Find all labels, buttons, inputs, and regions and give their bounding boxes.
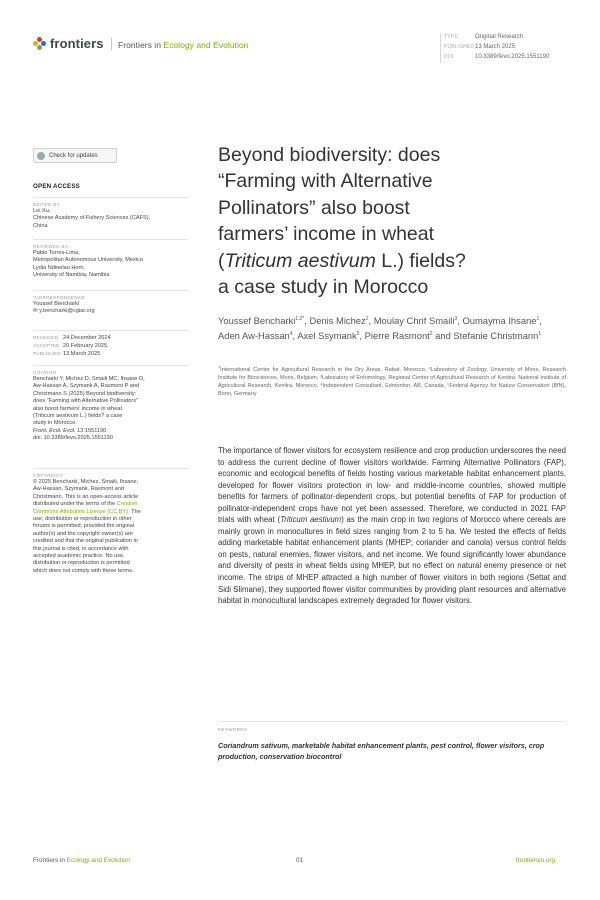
header-divider [111, 38, 112, 50]
brand-name: frontiers [50, 36, 104, 51]
author[interactable]: Axel Ssymank$^5$ [297, 330, 360, 342]
footer-journal[interactable]: Frontiers in Ecology and Evolution [33, 857, 130, 864]
edited-by-block: EDITED BY Lei Xu, Chinese Academy of Fishery Sciences (CAFS), China [33, 197, 193, 230]
author[interactable]: Oumayma Ihsane$^1$ [462, 315, 540, 326]
footer-site-link[interactable]: frontiersin.org [516, 857, 556, 864]
frontiers-logo[interactable] [33, 36, 104, 51]
citation-block: CITATION Bencharki Y, Michez D, Smaili MC, Ihsane O, Aw-Hassan A, Szymank A, Rasmont P and Christmann S (2025) Beyond biodiversity: does "Farming with Alternative Pollinators" also boost farmers' income in wheat (Triticum aestivum L.) fields? a case study in Morocco. Front. Ecol. Evol. 13:1551190. doi: 10.3389/fevo.2025.1551190 [33, 365, 193, 443]
page-number: 01 [296, 857, 304, 864]
correspondence-block: *CORRESPONDENCE Youssef Bencharki ✉ y.bencharki@cgiar.org [33, 290, 193, 316]
abstract: The importance of flower visitors for ecosystem resilience and crop production underscores the need to address the current decline of flower visitors worldwide. Farming Alternative Pollinators (FAP), economic and ecological benefits of fields hosting various marketable habitat enhancement plants, developed for flower visitors protection in low- and middle-income countries, showed multiple benefits for farmers of pollinator-dependent crops, but potential benefits of FAP for production of pollinator-independent crops have not yet been assessed. Therefore, we conducted in 2021 FAP trials with wheat (Triticum aestivum) as the main crop in two regions of Morocco where cereals are mainly grown in monocultures in field sizes ranging from 2 to 5 ha. We tested the effects of fields adding marketable habitat enhancement plants (MHEP; coriander and canola) versus control fields on pests, natural enemies, flower visitors, and net income. We found significantly lower abundance and diversity of pests in wheat fields using MHEP, but no effect on natural enemy presence or net income. The strips of MHEP attracted a high number of flower visitors in both regions (Settat and Sidi Slimane), they supported flower visitor communities by providing plant resources and alternative habitat in monocultural landscapes extremely degraded for flower visitors. [218, 446, 567, 606]
meta-type: TYPE Original Research [444, 34, 524, 40]
citation-doi[interactable]: doi: 10.3389/fevo.2025.1551190 [33, 435, 113, 442]
author[interactable]: Stefanie Christmann$^1$ [453, 330, 542, 342]
open-access-label: OPEN ACCESS [33, 183, 81, 190]
correspondence-email[interactable]: ✉ y.bencharki@cgiar.org [33, 308, 95, 315]
license-link[interactable]: Creative [116, 501, 138, 508]
frontiers-logo-icon [33, 37, 46, 50]
dates-block: RECEIVED 24 December 2024 ACCEPTED 20 February 2025 PUBLISHED 13 March 2025 [33, 330, 193, 358]
check-for-updates-button[interactable]: Check for updates [33, 148, 117, 163]
article-meta [444, 32, 549, 62]
meta-doi[interactable]: DOI 10.3389/fevo.2025.1551190 [444, 54, 550, 60]
author[interactable]: Moulay Chrif Smaili$^3$ [373, 315, 458, 326]
article-title: Beyond biodiversity: does “Farming with Alternative Pollinators” also boost farmers’ income in wheat (Triticum aestivum L.) fields? a case study in Morocco [218, 144, 466, 299]
journal-name[interactable]: Frontiers in Ecology and Evolution [118, 40, 249, 50]
meta-divider [440, 33, 441, 63]
copyright-block: COPYRIGHT © 2025 Bencharki, Michez, Smaili, Ihsane, Aw-Hassan, Szymank, Rasmont and Christmann. This is an open-access article distributed under the terms of the Creative Commons Attribution License (CC BY). The use, distribution or reproduction in other forums is permitted, provided the original author(s) and the copyright owner(s) are credited and that the original publication in this journal is cited, in accordance with accepted academic practice. No use, distribution or reproduction is permitted which does not comply with these terms. [33, 468, 193, 575]
reviewed-by-block: REVIEWED BY Pablo Torres-Lima, Metropolitan Autonomous University, Mexico Lydia Ndinelao Horn, University of Namibia, Namibia [33, 239, 193, 280]
license-link-2[interactable]: Commons Attribution License (CC BY). [33, 508, 130, 515]
author[interactable]: Denis Michez$^2$ [309, 315, 369, 326]
author-list: Youssef Bencharki$^{1,2*}$, Denis Michez$^2$, Moulay Chrif Smaili$^3$, Oumayma Ihsane$^1$, Aden Aw-Hassan$^4$, Axel Ssymank$^5$, Pierre Rasmont$^2$ and Stefanie Christmann$^1$ [218, 315, 542, 342]
keywords: Coriandrum sativum, marketable habitat enhancement plants, pest control, flower visitors, crop production, conservation biocontrol [218, 741, 545, 761]
meta-published: PUBLISHED13 March 2025 [444, 44, 516, 50]
affiliations: $^1$International Center for Agricultural Research in the Dry Areas, Rabat, Morocco, ²Laboratory of Zoology, University of Mons, Research Institute for Biosciences, Mons, Belgium, ³Laboratory of Entomology, Regional Center of Agricultural Research of Kenitra, National Institute of Agricultural Research, Kenitra, Morocco, ⁴Independent Consultant, Edmonton, AB, Canada, ⁵Federal Agency for Nature Conservation (BfN), Bonn, Germany [218, 364, 566, 397]
keywords-label: KEYWORDS [218, 727, 248, 732]
author[interactable]: Youssef Bencharki$^{1,2*}$ [218, 315, 305, 326]
refresh-icon [37, 152, 45, 160]
keywords-divider [218, 721, 566, 722]
author[interactable]: Pierre Rasmont$^2$ [364, 330, 433, 342]
author[interactable]: Aden Aw-Hassan$^4$ [218, 330, 293, 342]
